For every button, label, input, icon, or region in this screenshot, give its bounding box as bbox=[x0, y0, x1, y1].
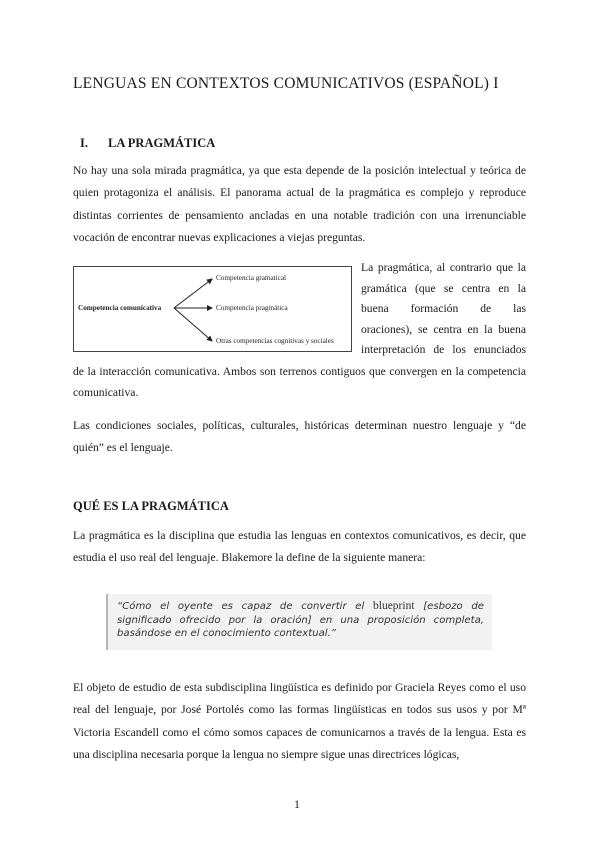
quote-before: “Cómo el oyente es capaz de convertir el bbox=[117, 601, 373, 612]
blakemore-quote bbox=[106, 594, 492, 650]
paragraph-definition: La pragmática es la disciplina que estudia las lenguas en contextos comunicativos, es decir, que estudia el uso real del lenguaje. Blakemore la define de la siguiente manera: bbox=[73, 529, 526, 565]
quote-term: blueprint bbox=[373, 600, 415, 612]
paragraph-side-continuation: de la interacción comunicativa. Ambos son terrenos contiguos que convergen en la competencia comunicativa. bbox=[73, 365, 526, 399]
section-heading-pragmatica bbox=[80, 136, 215, 151]
arrow-otras bbox=[174, 308, 212, 341]
side-line: interpretación de los enunciados bbox=[361, 343, 526, 357]
section-title: LA PRAGMÁTICA bbox=[108, 136, 216, 150]
section-number: I. bbox=[80, 136, 88, 150]
section-heading-que-es: QUÉ ES LA PRAGMÁTICA bbox=[73, 499, 229, 513]
quote-after: [esbozo de significado ofrecido por la oración] en una proposición completa, basándose en el conocimiento contextual.” bbox=[117, 601, 484, 640]
page-number: 1 bbox=[294, 797, 300, 811]
competence-diagram bbox=[73, 266, 352, 352]
diagram-branch-gramatical: Competencia gramatical bbox=[216, 274, 287, 282]
diagram-branch-pragmatica: Competencia pragmática bbox=[216, 304, 288, 312]
side-line: oraciones), se centra en la buena bbox=[361, 322, 526, 336]
paragraph-conditions: Las condiciones sociales, políticas, culturales, históricas determinan nuestro lenguaje y “de quién” es el lenguaje. bbox=[73, 419, 526, 455]
diagram-branch-otras: Otras competencias cognitivas y sociales bbox=[216, 337, 334, 345]
side-line: buena formación de las bbox=[361, 302, 526, 316]
paragraph-intro: No hay una sola mirada pragmática, ya que esta depende de la posición intelectual y teórica de quien protagoniza el análisis. El panorama actual de la pragmática es complejo y reproduce distintas corrientes de pensamiento ancladas en una notable tradición con una irrenunciable vocación de encontrar nuevas explicaciones a viejas preguntas. bbox=[73, 164, 526, 245]
side-line: gramática (que se centra en la bbox=[361, 281, 526, 295]
paragraph-side-text bbox=[361, 258, 526, 361]
side-line: La pragmática, al contrario que la bbox=[361, 261, 526, 274]
diagram-root-label: Competencia comunicativa bbox=[78, 304, 162, 312]
arrow-gramatical bbox=[174, 279, 212, 308]
paragraph-object-of-study: El objeto de estudio de esta subdisciplina lingüística es definido por Graciela Reyes como el uso real del lenguaje, por José Portolés como las formas lingüísticas en todos sus usos y por Mª Victoria Escandell como el cómo somos capaces de comunicarnos a través de la lengua. Esta es una disciplina necesaria porque la lengua no siempre sigue unas directrices lógicas, bbox=[73, 681, 526, 762]
document-title: LENGUAS EN CONTEXTOS COMUNICATIVOS (ESPAÑOL) I bbox=[73, 75, 499, 92]
